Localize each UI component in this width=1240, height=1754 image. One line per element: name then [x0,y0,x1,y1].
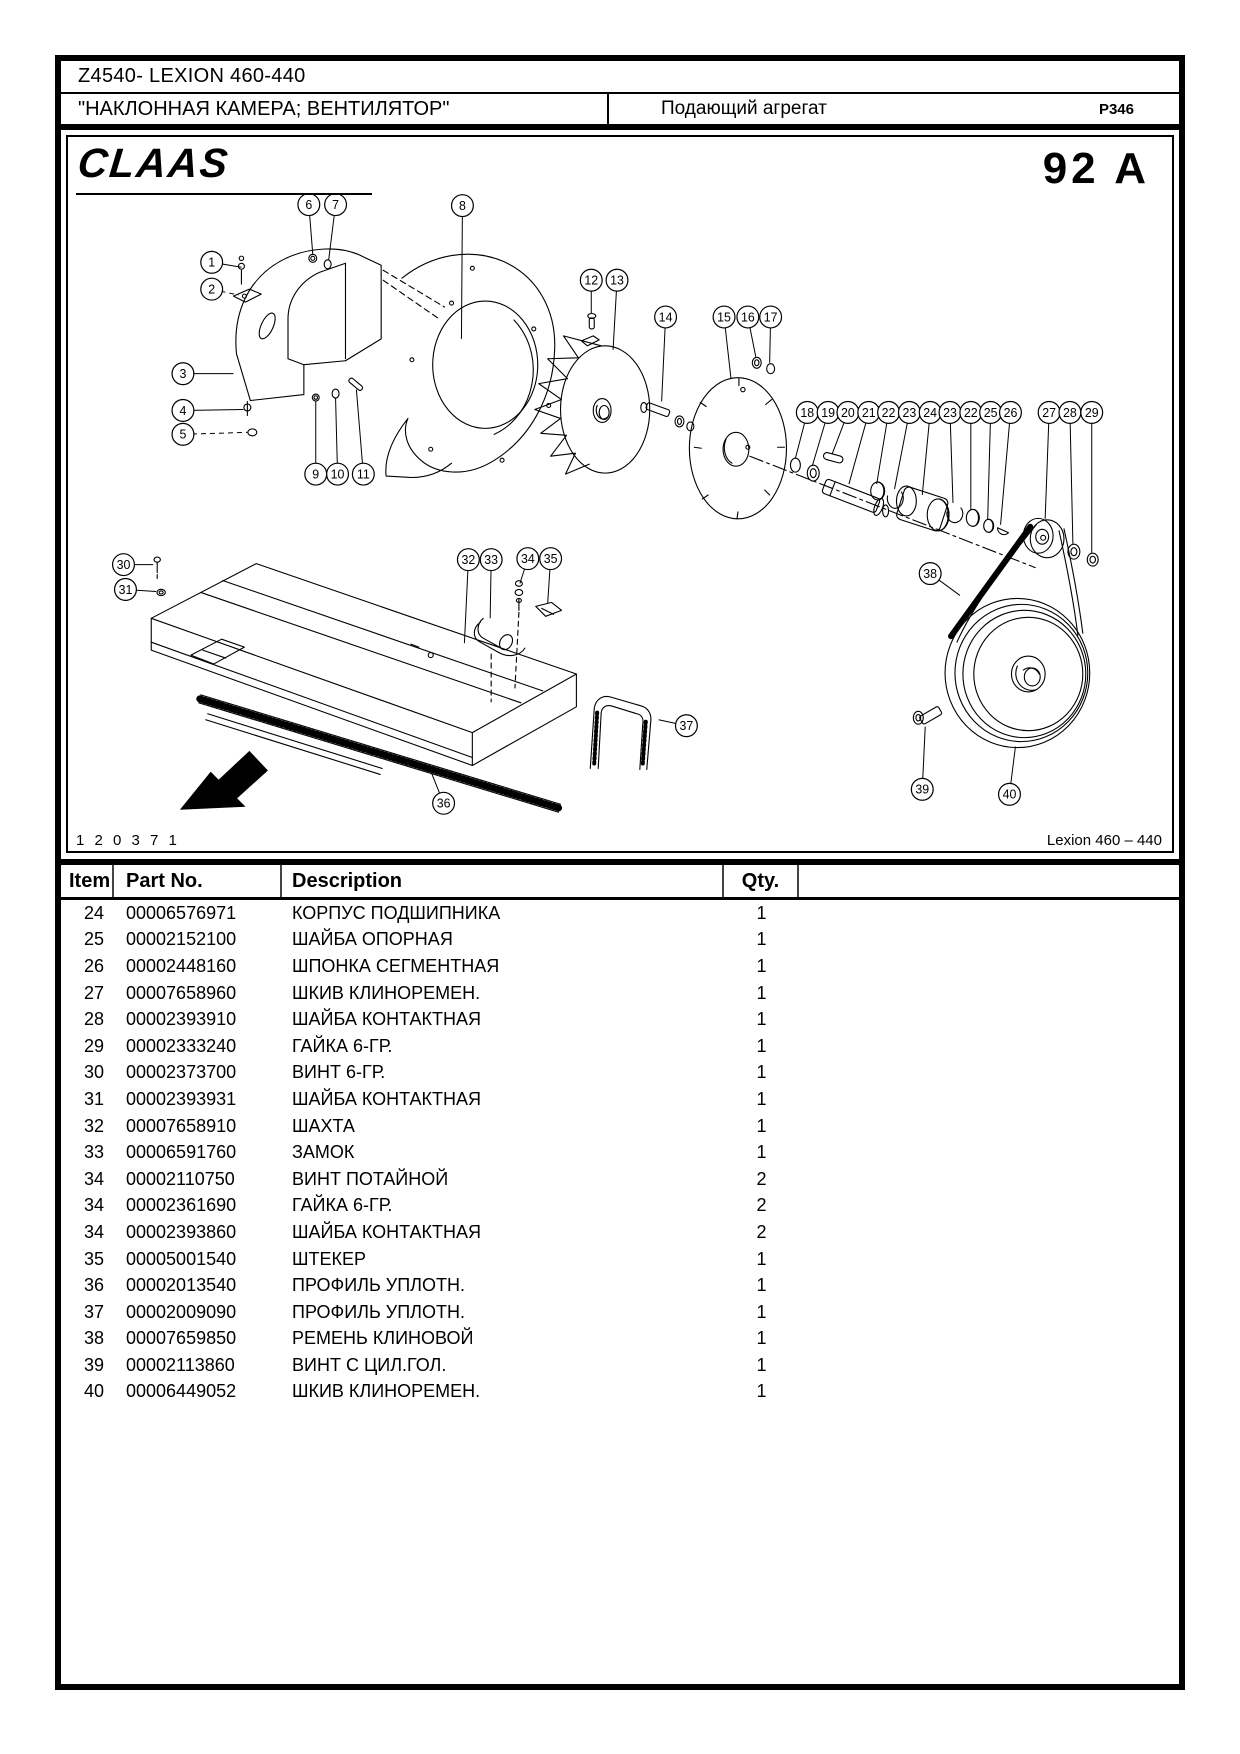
cell-part-no: 00002448160 [126,955,237,976]
svg-text:9: 9 [312,467,320,482]
cell-description: ШКИВ КЛИНОРЕМЕН. [292,982,481,1003]
table-row [61,1113,1179,1140]
cell-part-no: 00002373700 [126,1062,237,1083]
callout-15 [713,306,735,379]
cell-filler [799,1272,1179,1299]
cell-filler [799,1379,1179,1406]
washer-31-part [157,589,165,595]
nut-29-part [1087,553,1098,566]
callout-3 [172,363,233,385]
logo-underline [76,193,372,195]
feeder-panel [151,557,576,765]
sheet-number: 92 A [1042,144,1150,193]
cell-item: 27 [83,982,104,1003]
svg-text:22: 22 [881,405,896,420]
callout-4 [172,400,243,422]
cell-filler [799,900,1179,927]
washer-7-part [324,260,331,269]
callout-31 [115,579,157,601]
table-row [61,1139,1179,1166]
washer-9-part [312,394,319,401]
svg-text:22: 22 [963,405,978,420]
cell-part-no: 00002013540 [126,1275,237,1296]
table-row [61,1299,1179,1326]
cell-item: 40 [83,1381,104,1402]
callout-32 [457,549,479,643]
cell-item: 25 [83,929,104,950]
nut-10-part [332,389,339,398]
cell-item: 38 [83,1328,104,1349]
model-range-label: Lexion 460 – 440 [1046,832,1162,849]
cell-item: 31 [83,1088,104,1109]
cell-qty: 1 [756,929,767,950]
svg-text:4: 4 [179,403,187,418]
callout-5 [172,423,247,445]
cell-item: 33 [83,1142,104,1163]
cell-description: ШАЙБА КОНТАКТНАЯ [292,1009,482,1030]
cell-item: 29 [83,1035,104,1056]
cell-filler [799,927,1179,954]
svg-text:15: 15 [717,310,731,325]
svg-text:36: 36 [436,796,451,811]
cell-qty: 1 [756,1248,767,1269]
callout-22 [960,402,982,510]
svg-text:21: 21 [861,405,876,420]
callout-10 [327,399,349,486]
cell-description: ВИНТ ПОТАЙНОЙ [292,1168,449,1189]
callout-23 [895,402,921,490]
table-row [61,1166,1179,1193]
cell-description: ШАЙБА КОНТАКТНАЯ [292,1221,482,1242]
table-row [61,927,1179,954]
callout-27 [1038,402,1060,519]
bolt-11-part [348,377,363,391]
svg-text:11: 11 [356,467,370,482]
diagram-drawing [68,137,1172,851]
cell-item: 32 [83,1115,104,1136]
cell-filler [799,1086,1179,1113]
cell-filler [799,1033,1179,1060]
cell-filler [799,1246,1179,1273]
svg-text:20: 20 [841,405,855,420]
drive-pulley [913,598,1089,747]
table-row [61,1193,1179,1220]
cell-part-no: 00002393931 [126,1088,237,1109]
svg-text:16: 16 [740,310,755,325]
cell-filler [799,1219,1179,1246]
cell-item: 34 [83,1221,104,1242]
u-seal-profile [590,696,651,769]
exploded-diagram [66,135,1174,853]
table-header-row [61,865,1179,900]
callout-1 [201,251,242,273]
cell-description: ЗАМОК [292,1142,355,1163]
callout-39 [911,727,933,801]
cell-item: 39 [83,1354,104,1375]
callout-24 [919,402,941,495]
svg-text:26: 26 [1003,405,1018,420]
cell-description: ШПОНКА СЕГМЕНТНАЯ [292,955,500,976]
svg-text:13: 13 [610,273,624,288]
cell-part-no: 00006576971 [126,902,237,923]
svg-text:27: 27 [1042,405,1056,420]
catalog-page [55,55,1185,1690]
cell-item: 26 [83,955,104,976]
col-header-item: Item [61,865,114,897]
cell-qty: 1 [756,955,767,976]
svg-text:6: 6 [305,197,313,213]
svg-text:33: 33 [484,552,499,568]
svg-text:17: 17 [763,310,778,325]
callout-25 [980,402,1002,520]
svg-text:1: 1 [208,255,216,270]
svg-text:24: 24 [923,405,938,420]
table-row [61,953,1179,980]
parts-table [61,859,1179,1405]
cell-item: 34 [83,1168,104,1189]
col-header-filler [799,865,1179,897]
cell-filler [799,1006,1179,1033]
cell-filler [799,953,1179,980]
callout-30 [113,554,154,576]
callout-6 [298,194,320,255]
table-row [61,1272,1179,1299]
cell-part-no: 00002113860 [126,1354,235,1375]
callout-28 [1059,402,1081,544]
cell-description: РЕМЕНЬ КЛИНОВОЙ [292,1328,474,1349]
callout-12 [580,269,602,314]
cell-item: 34 [83,1195,104,1216]
svg-text:28: 28 [1063,405,1077,420]
cell-part-no: 00002152100 [126,929,237,950]
svg-text:7: 7 [332,197,340,213]
callout-8 [452,195,474,339]
callout-16 [737,306,759,357]
cell-item: 30 [83,1062,104,1083]
washer-5-part [248,429,257,436]
svg-text:32: 32 [461,552,476,568]
svg-text:38: 38 [923,566,938,581]
cell-item: 28 [83,1009,104,1030]
seal-profile-strip [199,695,561,812]
cell-item: 36 [83,1275,104,1296]
cell-item: 35 [83,1248,104,1269]
svg-text:2: 2 [208,282,216,297]
callout-37 [659,715,698,737]
svg-text:40: 40 [1002,787,1017,802]
wedge-35-part [536,602,562,616]
cell-qty: 1 [756,1142,767,1163]
cell-qty: 2 [756,1195,767,1216]
cell-filler [799,1193,1179,1220]
svg-text:25: 25 [983,405,998,420]
callout-34 [517,548,539,584]
cell-filler [799,1060,1179,1087]
cell-description: ВИНТ С ЦИЛ.ГОЛ. [292,1354,447,1375]
cell-qty: 1 [756,902,767,923]
cell-description: КОРПУС ПОДШИПНИКА [292,902,501,923]
col-header-part-no: Part No. [114,865,282,897]
cell-item: 37 [83,1301,104,1322]
model-code: Z4540- LEXION 460-440 [78,65,306,87]
svg-text:18: 18 [800,405,815,420]
callout-11 [352,390,374,485]
cell-description: ШАЙБА КОНТАКТНАЯ [292,1088,482,1109]
cell-qty: 1 [756,1275,767,1296]
svg-text:5: 5 [179,427,187,442]
callouts-layer [113,194,1103,815]
cell-filler [799,980,1179,1007]
tension-pulley [1023,518,1098,566]
cell-qty: 1 [756,1035,767,1056]
svg-text:35: 35 [543,551,558,567]
cell-item: 24 [83,902,104,923]
svg-text:30: 30 [116,557,131,572]
cell-description: ШАХТА [292,1115,355,1136]
cell-qty: 1 [756,1062,767,1083]
cell-part-no: 00002361690 [126,1195,237,1216]
cell-description: ПРОФИЛЬ УПЛОТН. [292,1275,465,1296]
cell-part-no: 00006591760 [126,1142,237,1163]
callout-17 [760,306,782,363]
svg-text:34: 34 [520,551,535,567]
cell-part-no: 00007658960 [126,982,237,1003]
cell-filler [799,1166,1179,1193]
table-row [61,1086,1179,1113]
table-row [61,1326,1179,1353]
table-row [61,1006,1179,1033]
table-row [61,1219,1179,1246]
callout-26 [1000,402,1022,525]
callout-22 [877,402,900,485]
drawing-number: 1 2 0 3 7 1 [76,832,180,849]
page-code: P346 [1098,100,1134,118]
callout-18 [795,402,818,459]
cell-description: ВИНТ 6-ГР. [292,1062,386,1083]
nut-17-part [767,364,775,374]
callout-33 [480,549,502,619]
cell-part-no: 00007658910 [126,1115,237,1136]
parts-table-body [61,900,1179,1405]
table-row [61,1352,1179,1379]
claas-logo: CLAAS [75,140,232,186]
table-row [61,1033,1179,1060]
header-model-line [61,61,1179,94]
svg-text:29: 29 [1084,405,1099,420]
svg-text:3: 3 [179,367,187,382]
table-row [61,980,1179,1007]
cell-part-no: 00002009090 [126,1301,237,1322]
cell-description: ГАЙКА 6-ГР. [292,1195,393,1216]
end-bracket-part [191,639,245,664]
cell-qty: 2 [756,1221,767,1242]
bracket-2-part [234,289,262,302]
cell-part-no: 00005001540 [126,1248,237,1269]
svg-text:37: 37 [679,719,694,734]
svg-text:19: 19 [821,405,836,420]
cell-qty: 1 [756,1301,767,1322]
svg-text:39: 39 [915,782,930,797]
washer-16-part [752,357,761,368]
svg-text:8: 8 [458,198,466,213]
svg-text:10: 10 [330,467,345,482]
callout-38 [919,563,960,596]
cell-qty: 1 [756,1009,767,1030]
table-row [61,1060,1179,1087]
table-row [61,900,1179,927]
callout-13 [606,269,628,350]
cell-qty: 1 [756,982,767,1003]
cell-part-no: 00002333240 [126,1035,237,1056]
cell-filler [799,1299,1179,1326]
cell-qty: 1 [756,1381,767,1402]
svg-text:23: 23 [902,405,917,420]
screw-34-part [515,581,522,587]
stud-12-part [589,318,594,329]
cell-part-no: 00006449052 [126,1381,237,1402]
cell-filler [799,1139,1179,1166]
cell-filler [799,1326,1179,1353]
callout-40 [999,747,1021,806]
cell-qty: 1 [756,1115,767,1136]
col-header-qty: Qty. [724,865,799,897]
callout-29 [1081,402,1103,553]
cell-qty: 1 [756,1328,767,1349]
callout-23 [939,402,961,503]
cell-description: ПРОФИЛЬ УПЛОТН. [292,1301,465,1322]
nut-6-part [309,254,317,262]
svg-text:12: 12 [584,273,599,288]
table-row [61,1246,1179,1273]
svg-text:14: 14 [658,310,673,325]
cell-part-no: 00002393910 [126,1009,237,1030]
cell-qty: 1 [756,1354,767,1375]
cell-part-no: 00007659850 [126,1328,237,1349]
cell-qty: 2 [756,1168,767,1189]
cell-part-no: 00002110750 [126,1168,235,1189]
cell-description: ШАЙБА ОПОРНАЯ [292,929,453,950]
svg-text:23: 23 [943,405,957,420]
table-row [61,1379,1179,1406]
direction-arrow [181,752,267,810]
fan-wheel [535,314,650,475]
svg-text:31: 31 [118,582,133,597]
cell-part-no: 00002393860 [126,1221,237,1242]
cell-filler [799,1113,1179,1140]
diagram-wrapper [61,130,1179,853]
callout-14 [655,306,677,401]
backing-disc [689,357,1035,567]
callout-2 [201,278,239,300]
header-title-row [61,94,1179,130]
col-header-description: Description [282,865,724,897]
cell-description: ГАЙКА 6-ГР. [292,1035,393,1056]
cell-qty: 1 [756,1088,767,1109]
callout-9 [305,402,327,486]
cell-description: ШТЕКЕР [292,1248,366,1269]
callout-35 [540,548,562,604]
cell-filler [799,1352,1179,1379]
cell-description: ШКИВ КЛИНОРЕМЕН. [292,1381,481,1402]
assembly-title: Подающий агрегат [661,98,827,119]
fan-cover [234,249,445,436]
section-title: "НАКЛОННАЯ КАМЕРА; ВЕНТИЛЯТОР" [61,94,609,124]
